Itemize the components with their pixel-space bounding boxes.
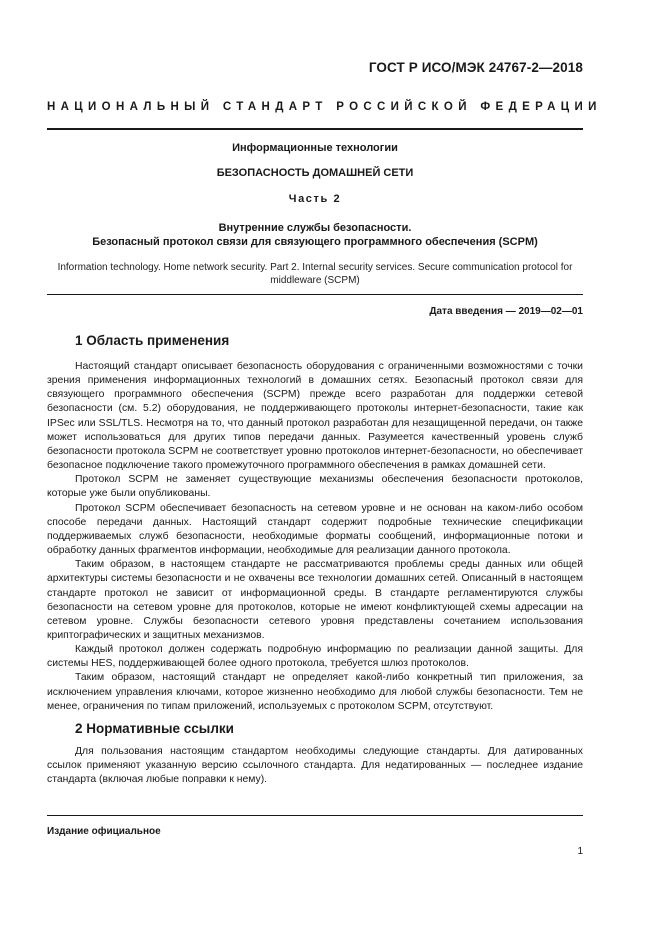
paragraph: Протокол SCPM обеспечивает безопасность на сетевом уровне и не основан на каком-либо особом способе передачи данных. Настоящий стандарт содержит подробные технические спецификации поддерживаемых служб безопасности, необходимые форматы сообщений, информационные потоки и обработку данных фрагментов информации, необходимые для реализации данного протокола. <box>47 502 583 557</box>
introduction-date: Дата введения — 2019—02—01 <box>429 306 583 317</box>
subtitle-line-1: Внутренние службы безопасности. <box>218 222 412 234</box>
paragraph: Таким образом, в настоящем стандарте не рассматриваются проблемы среды данных или общей архитектуры системы безопасности и не охвачены все технологии домашних сетей. Описанный в настоящем стандарте протокол не зависит от информационной среды. В стандарте регламентируются службы безопасности на сетевом уровне для протоколов, которые не имеют конфликтующей схемы адресации на сетевом уровне. Службы безопасности сетевого уровня представлены сочетанием использования криптографических и защитных механизмов. <box>47 559 583 641</box>
standard-designation: ГОСТ Р ИСО/МЭК 24767-2—2018 <box>368 60 583 75</box>
paragraph: Таким образом, настоящий стандарт не определяет какой-либо конкретный тип приложения, за исключением управления ключами, которое жизненно необходимо для любой службы безопасности. Тем не менее, ограничения по типам приложений, используемых с протоколом SCPM, отсутствуют. <box>47 672 583 712</box>
english-title: Information technology. Home network security. Part 2. Internal security services. Secure communication protocol for middleware (SCPM) <box>57 262 573 286</box>
title-line-2: БЕЗОПАСНОСТЬ ДОМАШНЕЙ СЕТИ <box>216 167 414 179</box>
page-number: 1 <box>577 846 583 857</box>
section-1-body <box>47 360 583 714</box>
title-line-1: Информационные технологии <box>232 142 398 154</box>
footer-divider <box>47 815 583 816</box>
header-divider <box>47 128 583 130</box>
national-standard-heading: НАЦИОНАЛЬНЫЙ СТАНДАРТ РОССИЙСКОЙ ФЕДЕРАЦИИ <box>47 101 602 113</box>
paragraph: Каждый протокол должен содержать подробную информацию по реализации данной защиты. Для системы HES, поддерживающей более одного протокола, требуется шлюз протоколов. <box>47 644 583 670</box>
part-number: Часть 2 <box>288 193 342 205</box>
paragraph: Настоящий стандарт описывает безопасность оборудования с ограниченными возможностями с точки зрения применения информационных технологий в домашних сетях. Безопасный протокол связи для связующего программного обеспечения (SCPM) прежде всего разработан для поддержки сетевой безопасности (см. 5.2) оборудования, не поддерживающего протоколы интернет-безопасности, такие как IPSec или SSL/TLS. Несмотря на то, что данный протокол разработан для незащищенной передачи, он также может использоваться для других типов передачи данных. Разумеется качественный уровень служб безопасности протокола SCPM не соответствует уровню протоколов интернет-безопасности, но обеспечивает безопасное подключение такого промежуточного программного обеспечения в рамках домашней сети. <box>47 361 583 472</box>
paragraph: Для пользования настоящим стандартом необходимы следующие стандарты. Для датированных ссылок применяют указанную версию ссылочного стандарта. Для недатированных — последнее издание стандарта (включая любые поправки к нему). <box>47 746 583 786</box>
title-divider <box>47 294 583 295</box>
section-2-body <box>47 745 583 787</box>
subtitle-line-2: Безопасный протокол связи для связующего программного обеспечения (SCPM) <box>92 236 538 248</box>
official-edition-label: Издание официальное <box>47 826 161 837</box>
section-2-heading: 2 Нормативные ссылки <box>75 721 234 736</box>
paragraph: Протокол SCPM не заменяет существующие механизмы обеспечения безопасности протоколов, которые уже были опубликованы. <box>47 474 583 500</box>
section-1-heading: 1 Область применения <box>75 333 230 348</box>
